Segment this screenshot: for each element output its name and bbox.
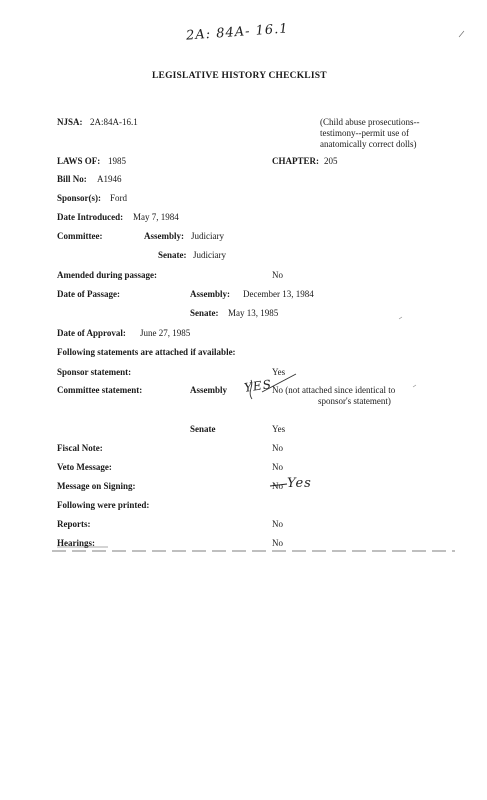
veto-message-label: Veto Message:: [57, 462, 112, 472]
no-strikethrough-mark: [270, 484, 287, 486]
following-attached-heading: Following statements are attached if available:: [57, 347, 236, 357]
subject-note-line-1: (Child abuse prosecutions--: [320, 117, 420, 127]
laws-of-value: 1985: [108, 156, 126, 166]
stray-mark: [413, 385, 416, 387]
subject-note-line-3: anatomically correct dolls): [320, 139, 417, 149]
passage-senate-value: May 13, 1985: [228, 308, 279, 318]
fiscal-note-value: No: [272, 443, 283, 453]
date-of-passage-label: Date of Passage:: [57, 289, 120, 299]
committee-senate-label: Senate:: [158, 250, 187, 260]
committee-senate-value: Judiciary: [193, 250, 226, 260]
committee-statement-assembly-value-2: sponsor's statement): [318, 396, 391, 406]
passage-senate-label: Senate:: [190, 308, 219, 318]
bill-no-label: Bill No:: [57, 174, 87, 184]
fiscal-note-label: Fiscal Note:: [57, 443, 103, 453]
amended-label: Amended during passage:: [57, 270, 158, 280]
committee-statement-assembly-label: Assembly: [190, 385, 228, 395]
committee-statement-handwritten-yes: YES: [243, 377, 273, 395]
message-on-signing-label: Message on Signing:: [57, 481, 136, 491]
chapter-label: CHAPTER:: [272, 156, 319, 166]
committee-statement-senate-value: Yes: [272, 424, 286, 434]
sponsor-statement-label: Sponsor statement:: [57, 367, 132, 377]
message-on-signing-value-struck: No: [272, 481, 283, 491]
laws-of-label: LAWS OF:: [57, 156, 101, 166]
amended-value: No: [272, 270, 283, 280]
committee-label: Committee:: [57, 231, 103, 241]
hearings-value: No: [272, 538, 283, 548]
check-slash-mark: [262, 374, 296, 392]
passage-assembly-label: Assembly:: [190, 289, 230, 299]
njsa-value: 2A:84A-16.1: [90, 117, 138, 127]
message-on-signing-handwritten: Yes: [287, 476, 312, 491]
page-title: LEGISLATIVE HISTORY CHECKLIST: [152, 71, 327, 81]
committee-assembly-value: Judiciary: [191, 231, 224, 241]
sponsors-value: Ford: [110, 193, 128, 203]
passage-assembly-value: December 13, 1984: [243, 289, 314, 299]
veto-message-value: No: [272, 462, 283, 472]
stray-mark: [399, 317, 402, 319]
committee-statement-assembly-value-1: No (not attached since identical to: [272, 385, 396, 395]
reports-value: No: [272, 519, 283, 529]
sponsors-label: Sponsor(s):: [57, 193, 102, 203]
bill-no-value: A1946: [97, 174, 122, 184]
chapter-value: 205: [324, 156, 338, 166]
date-introduced-label: Date Introduced:: [57, 212, 124, 222]
reports-label: Reports:: [57, 519, 91, 529]
following-printed-heading: Following were printed:: [57, 500, 150, 510]
committee-statement-label: Committee statement:: [57, 385, 143, 395]
subject-note-line-2: testimony--permit use of: [320, 128, 409, 138]
committee-statement-senate-label: Senate: [190, 424, 216, 434]
stray-mark: [459, 31, 464, 37]
handwritten-header: 2A: 84A- 16.1: [185, 21, 289, 44]
hearings-label: Hearings:: [57, 538, 95, 548]
yes-scribble-mark: [250, 380, 252, 399]
committee-assembly-label: Assembly:: [144, 231, 184, 241]
date-of-approval-value: June 27, 1985: [140, 328, 191, 338]
sponsor-statement-value: Yes: [272, 367, 286, 377]
njsa-label: NJSA:: [57, 117, 83, 127]
date-of-approval-label: Date of Approval:: [57, 328, 126, 338]
date-introduced-value: May 7, 1984: [133, 212, 179, 222]
